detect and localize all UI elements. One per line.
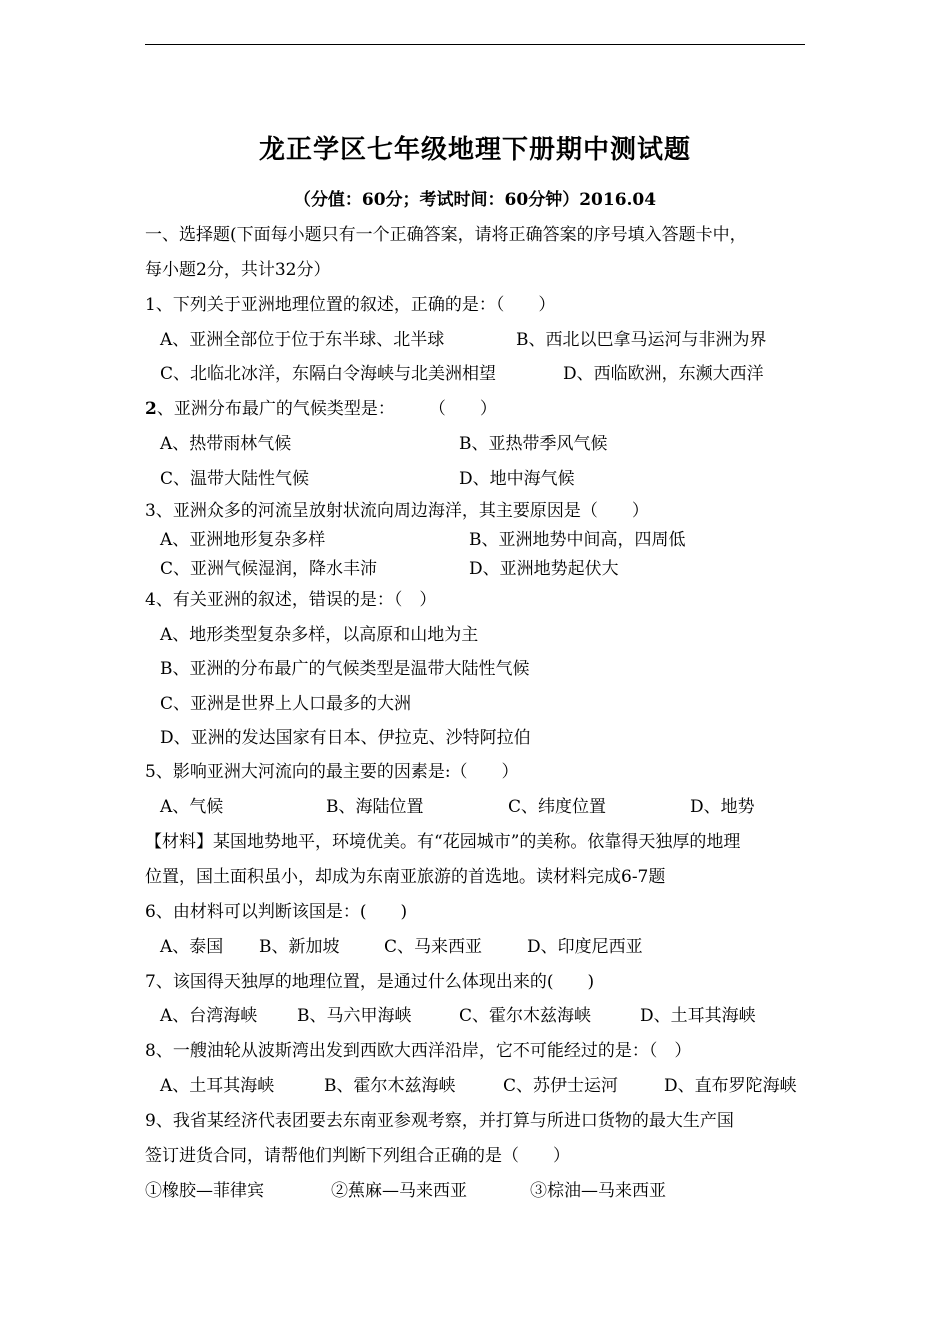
q1-option-a: A、亚洲全部位于位于东半球、北半球: [160, 330, 445, 350]
q6-options-row: [0, 934, 950, 960]
q1-options-row-1: [0, 327, 950, 353]
q9-stem-line-2: 签订进货合同，请帮他们判断下列组合正确的是（ ）: [145, 1146, 570, 1166]
header-rule: [145, 44, 805, 45]
q3-option-d: D、亚洲地势起伏大: [469, 559, 619, 579]
q4-option-d: D、亚洲的发达国家有日本、伊拉克、沙特阿拉伯: [160, 728, 531, 748]
q6-option-c: C、马来西亚: [384, 937, 483, 957]
q6-option-a: A、泰国: [160, 937, 224, 957]
material-line-1: 【材料】某国地势地平，环境优美。有“花园城市”的美称。依靠得天独厚的地理: [145, 832, 741, 852]
q1-option-c: C、北临北冰洋，东隔白令海峡与北美洲相望: [160, 364, 497, 384]
q8-options-row: [0, 1073, 950, 1099]
q9-stem-line-1: 9、我省某经济代表团要去东南亚参观考察，并打算与所进口货物的最大生产国: [145, 1111, 734, 1131]
q7-option-c: C、霍尔木兹海峡: [459, 1006, 592, 1026]
q2-option-b: B、亚热带季风气候: [459, 434, 608, 454]
q9-option-3: ③棕油—马来西亚: [530, 1181, 666, 1201]
section-intro-line-1: 一、选择题(下面每小题只有一个正确答案，请将正确答案的序号填入答题卡中，: [145, 225, 747, 245]
q5-option-d: D、地势: [690, 797, 755, 817]
q2-stem-line: [145, 396, 497, 422]
q6-option-b: B、新加坡: [259, 937, 340, 957]
q4-option-c: C、亚洲是世界上人口最多的大洲: [160, 694, 412, 714]
q1-option-b: B、西北以巴拿马运河与非洲为界: [516, 330, 767, 350]
q8-stem: 8、一艘油轮从波斯湾出发到西欧大西洋沿岸，它不可能经过的是：（ ）: [145, 1041, 692, 1061]
q5-option-a: A、气候: [160, 797, 224, 817]
q2-stem: 、亚洲分布最广的气候类型是： （ ）: [156, 399, 497, 419]
q7-option-a: A、台湾海峡: [160, 1006, 258, 1026]
exam-subtitle: （分值：60分；考试时间：60分钟）2016.04: [293, 190, 657, 210]
q9-option-2: ②蕉麻—马来西亚: [331, 1181, 467, 1201]
q9-option-1: ①橡胶—菲律宾: [145, 1181, 264, 1201]
q4-stem: 4、有关亚洲的叙述，错误的是：（ ）: [145, 590, 437, 610]
section-intro-line-2: 每小题2分，共计32分）: [145, 260, 331, 280]
q8-option-a: A、土耳其海峡: [160, 1076, 275, 1096]
exam-title: 龙正学区七年级地理下册期中测试题: [258, 135, 691, 165]
q6-option-d: D、印度尼西亚: [527, 937, 643, 957]
q5-options-row: [0, 794, 950, 820]
q9-options-row: [0, 1178, 950, 1204]
q2-number: 2: [145, 399, 157, 419]
q7-stem: 7、该国得天独厚的地理位置，是通过什么体现出来的( ): [145, 972, 595, 992]
q3-option-c: C、亚洲气候湿润，降水丰沛: [160, 559, 378, 579]
q5-stem: 5、影响亚洲大河流向的最主要的因素是:（ ）: [145, 762, 519, 782]
q7-option-b: B、马六甲海峡: [297, 1006, 412, 1026]
q5-option-c: C、纬度位置: [508, 797, 607, 817]
q3-option-b: B、亚洲地势中间高，四周低: [469, 530, 686, 550]
q5-option-b: B、海陆位置: [326, 797, 424, 817]
q8-option-c: C、苏伊士运河: [503, 1076, 619, 1096]
q4-option-a: A、地形类型复杂多样，以高原和山地为主: [160, 625, 479, 645]
material-line-2: 位置，国土面积虽小，却成为东南亚旅游的首选地。读材料完成6-7题: [145, 867, 666, 887]
q7-option-d: D、土耳其海峡: [640, 1006, 756, 1026]
q6-stem: 6、由材料可以判断该国是：( ): [145, 902, 408, 922]
q1-option-d: D、西临欧洲，东濒大西洋: [563, 364, 764, 384]
q8-option-b: B、霍尔木兹海峡: [324, 1076, 456, 1096]
q2-options-row-1: [0, 431, 950, 457]
q3-options-row-1: [0, 527, 950, 553]
q1-stem: 1、下列关于亚洲地理位置的叙述，正确的是：（ ）: [145, 295, 556, 315]
q2-options-row-2: [0, 466, 950, 492]
q8-option-d: D、直布罗陀海峡: [664, 1076, 797, 1096]
q7-options-row: [0, 1003, 950, 1029]
q3-option-a: A、亚洲地形复杂多样: [160, 530, 326, 550]
q3-options-row-2: [0, 556, 950, 582]
q3-stem: 3、亚洲众多的河流呈放射状流向周边海洋，其主要原因是（ ）: [145, 501, 649, 521]
q2-option-a: A、热带雨林气候: [160, 434, 292, 454]
q4-option-b: B、亚洲的分布最广的气候类型是温带大陆性气候: [160, 659, 530, 679]
q2-option-d: D、地中海气候: [459, 469, 575, 489]
q1-options-row-2: [0, 361, 950, 387]
q2-option-c: C、温带大陆性气候: [160, 469, 310, 489]
